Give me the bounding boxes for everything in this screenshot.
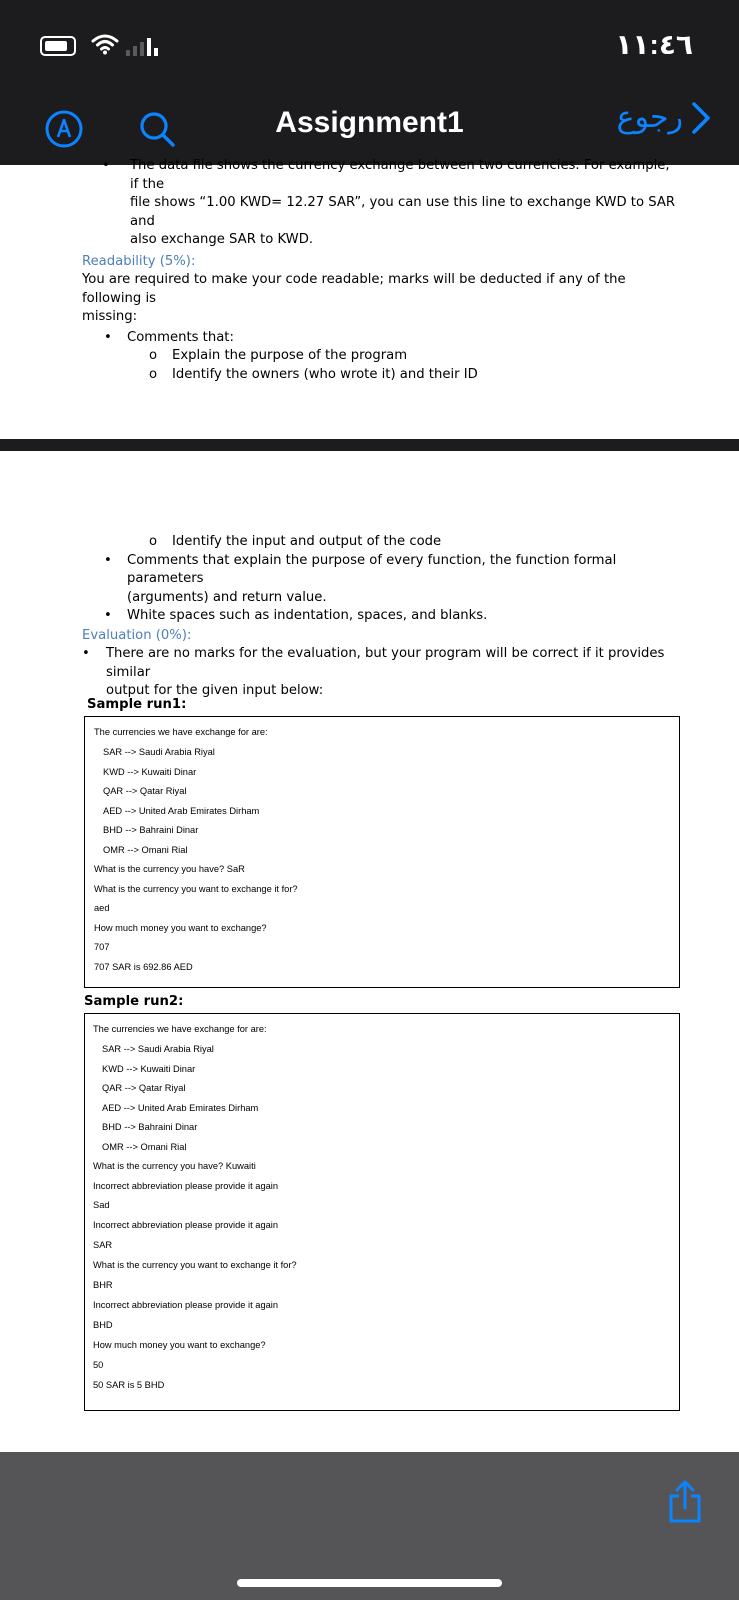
output-line: BHD --> Bahraini Dinar [103,825,199,835]
bullet: • [104,552,112,568]
text-line: You are required to make your code readable; marks will be deducted if any of the following is [82,272,626,306]
output-line: Incorrect abbreviation please provide it again [93,1220,279,1230]
circle-bullet: o [149,534,158,549]
output-line: The currencies we have exchange for are: [93,1024,267,1034]
chevron-right-icon [691,101,711,135]
output-line: AED --> United Arab Emirates Dirham [103,806,260,816]
text-line: also exchange SAR to KWD. [130,232,314,247]
function-comments-bullet [82,552,682,608]
status-bar [0,0,739,95]
output-line: How much money you want to exchange? [94,923,267,933]
page-divider [0,439,739,451]
cellular-signal-icon [126,36,158,56]
comments-label: Comments that: [127,329,234,345]
page-1-content [82,157,682,384]
text-line: Comments that explain the purpose of every function, the function formal parameters [127,552,617,586]
page-2-content [82,533,682,701]
output-line: BHD --> Bahraini Dinar [102,1122,198,1132]
bullet: • [104,329,112,345]
circle-bullet: o [149,366,158,382]
text-line: White spaces such as indentation, spaces, and blanks. [127,608,488,623]
sub-item [82,347,682,366]
bottom-toolbar [0,1452,739,1600]
output-line: BHR [93,1280,113,1290]
output-line: Incorrect abbreviation please provide it again [93,1181,279,1191]
intro-bullet-text [82,157,682,250]
output-line: How much money you want to exchange? [93,1340,266,1350]
text-line: missing: [82,309,138,324]
comments-bullet [82,329,682,348]
whitespace-bullet [82,607,682,626]
text-line: The data file shows the currency exchange between two currencies. For example, if the [130,158,670,192]
output-line: What is the currency you have? Kuwaiti [93,1161,256,1171]
output-line: QAR --> Qatar Riyal [103,786,187,796]
output-line: BHD [93,1320,113,1330]
status-time: ١١:٤٦ [615,29,693,60]
back-button[interactable] [617,100,711,135]
sample-run-2-box [84,1013,680,1411]
text-line: (arguments) and return value. [127,589,327,605]
output-line: KWD --> Kuwaiti Dinar [103,767,197,777]
output-line: SAR --> Saudi Arabia Riyal [102,1044,214,1054]
evaluation-heading: Evaluation (0%): [82,627,192,643]
sub-item-text: Identify the owners (who wrote it) and their ID [172,366,478,382]
sample-run-1-label: Sample run1: [87,697,187,712]
output-line: aed [94,903,110,913]
output-line: Incorrect abbreviation please provide it again [93,1300,279,1310]
home-indicator[interactable] [237,1579,502,1587]
page-title: Assignment1 [275,106,464,139]
bullet: • [104,608,112,623]
readability-heading: Readability (5%): [82,253,196,269]
bullet: • [102,158,110,173]
output-line: OMR --> Omani Rial [102,1142,187,1152]
sample-run-2-label: Sample run2: [84,994,184,1009]
back-button-label: رجوع [616,101,683,134]
output-line: OMR --> Omani Rial [103,845,188,855]
circle-bullet: o [149,348,158,363]
output-line: KWD --> Kuwaiti Dinar [102,1064,196,1074]
sub-item-text: Explain the purpose of the program [172,348,408,363]
output-line: The currencies we have exchange for are: [94,727,268,737]
sub-item-text: Identify the input and output of the code [172,534,442,549]
share-icon[interactable] [667,1480,703,1524]
sample-run-1-box [84,716,680,988]
sub-item [82,533,682,552]
output-line: SAR [93,1240,113,1250]
output-line: QAR --> Qatar Riyal [102,1083,186,1093]
output-line: What is the currency you want to exchange it for? [94,884,298,894]
output-line: What is the currency you have? SaR [94,864,245,874]
wifi-icon [91,33,119,55]
output-line: 50 SAR is 5 BHD [93,1380,165,1390]
battery-icon [40,36,76,56]
text-line: output for the given input below: [106,683,324,698]
output-line: 707 [94,942,110,952]
text-line: There are no marks for the evaluation, but your program will be correct if it provides similar [106,646,665,680]
sub-item [82,366,682,385]
output-line: 50 [93,1360,104,1370]
evaluation-bullet [82,645,682,701]
output-line: SAR --> Saudi Arabia Riyal [103,747,215,757]
bullet: • [82,646,90,661]
output-line: 707 SAR is 692.86 AED [94,962,193,972]
output-line: AED --> United Arab Emirates Dirham [102,1103,259,1113]
output-line: What is the currency you want to exchange it for? [93,1260,297,1270]
text-line: file shows “1.00 KWD= 12.27 SAR”, you can use this line to exchange KWD to SAR and [130,195,676,229]
output-line: Sad [93,1200,110,1210]
